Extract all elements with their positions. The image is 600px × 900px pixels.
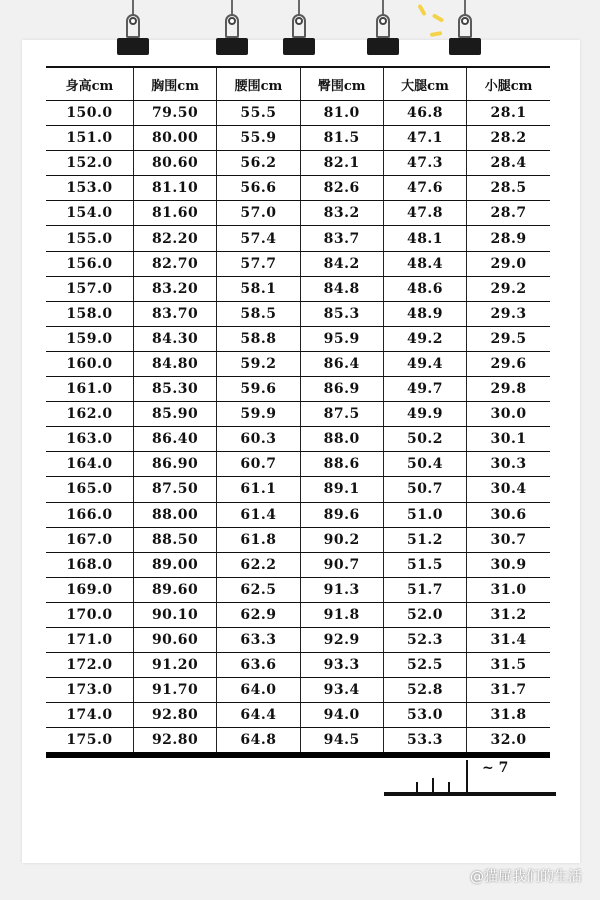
table-cell: 29.0 xyxy=(467,251,550,276)
table-cell: 89.00 xyxy=(133,552,216,577)
table-cell: 88.50 xyxy=(133,527,216,552)
table-cell: 174.0 xyxy=(46,703,133,728)
table-cell: 152.0 xyxy=(46,151,133,176)
table-cell: 62.2 xyxy=(217,552,300,577)
table-cell: 165.0 xyxy=(46,477,133,502)
table-row xyxy=(46,151,550,176)
table-cell: 28.1 xyxy=(467,101,550,126)
table-cell: 90.2 xyxy=(300,527,383,552)
table-cell: 28.9 xyxy=(467,226,550,251)
table-header-row xyxy=(46,67,550,101)
table-cell: 163.0 xyxy=(46,427,133,452)
table-cell: 30.3 xyxy=(467,452,550,477)
table-cell: 80.60 xyxy=(133,151,216,176)
table-cell: 51.7 xyxy=(383,577,466,602)
table-cell: 59.2 xyxy=(217,351,300,376)
table-row xyxy=(46,703,550,728)
table-cell: 57.4 xyxy=(217,226,300,251)
table-cell: 81.10 xyxy=(133,176,216,201)
table-cell: 56.6 xyxy=(217,176,300,201)
table-cell: 49.9 xyxy=(383,402,466,427)
table-cell: 48.6 xyxy=(383,276,466,301)
table-cell: 86.40 xyxy=(133,427,216,452)
table-cell: 50.7 xyxy=(383,477,466,502)
table-cell: 64.0 xyxy=(217,678,300,703)
table-cell: 51.2 xyxy=(383,527,466,552)
table-row xyxy=(46,527,550,552)
table-row xyxy=(46,602,550,627)
header-thigh: 大腿cm xyxy=(383,67,466,101)
table-cell: 60.3 xyxy=(217,427,300,452)
header-waist: 腰围cm xyxy=(217,67,300,101)
binder-clip-icon xyxy=(117,0,149,56)
binder-clip-icon xyxy=(216,0,248,56)
table-cell: 59.9 xyxy=(217,402,300,427)
sparkle-decoration-icon xyxy=(412,0,452,50)
table-cell: 29.5 xyxy=(467,326,550,351)
table-row xyxy=(46,577,550,602)
table-cell: 57.0 xyxy=(217,201,300,226)
table-cell: 48.4 xyxy=(383,251,466,276)
header-chest: 胸围cm xyxy=(133,67,216,101)
table-cell: 61.8 xyxy=(217,527,300,552)
table-cell: 52.5 xyxy=(383,653,466,678)
table-cell: 88.0 xyxy=(300,427,383,452)
table-cell: 62.9 xyxy=(217,602,300,627)
table-cell: 168.0 xyxy=(46,552,133,577)
table-row xyxy=(46,653,550,678)
table-cell: 90.60 xyxy=(133,627,216,652)
table-cell: 160.0 xyxy=(46,351,133,376)
table-cell: 31.5 xyxy=(467,653,550,678)
table-row xyxy=(46,101,550,126)
table-cell: 52.0 xyxy=(383,602,466,627)
table-cell: 85.3 xyxy=(300,301,383,326)
table-cell: 28.2 xyxy=(467,126,550,151)
table-row xyxy=(46,627,550,652)
table-cell: 170.0 xyxy=(46,602,133,627)
table-cell: 64.4 xyxy=(217,703,300,728)
table-cell: 93.3 xyxy=(300,653,383,678)
table-cell: 91.20 xyxy=(133,653,216,678)
table-row xyxy=(46,452,550,477)
table-cell: 49.7 xyxy=(383,377,466,402)
table-cell: 86.9 xyxy=(300,377,383,402)
table-cell: 159.0 xyxy=(46,326,133,351)
table-cell: 89.60 xyxy=(133,577,216,602)
table-cell: 50.2 xyxy=(383,427,466,452)
watermark-text: @猫屉我们的生活 xyxy=(470,869,582,885)
table-cell: 85.90 xyxy=(133,402,216,427)
table-cell: 82.20 xyxy=(133,226,216,251)
table-cell: 31.2 xyxy=(467,602,550,627)
table-cell: 63.6 xyxy=(217,653,300,678)
table-cell: 53.0 xyxy=(383,703,466,728)
table-row xyxy=(46,351,550,376)
table-row xyxy=(46,477,550,502)
table-cell: 47.6 xyxy=(383,176,466,201)
table-cell: 86.4 xyxy=(300,351,383,376)
table-cell: 49.4 xyxy=(383,351,466,376)
table-cell: 172.0 xyxy=(46,653,133,678)
table-cell: 90.7 xyxy=(300,552,383,577)
table-cell: 83.20 xyxy=(133,276,216,301)
table-cell: 156.0 xyxy=(46,251,133,276)
table-cell: 79.50 xyxy=(133,101,216,126)
table-cell: 175.0 xyxy=(46,728,133,756)
table-cell: 88.00 xyxy=(133,502,216,527)
table-cell: 83.2 xyxy=(300,201,383,226)
footnote-text: ~ 7 xyxy=(482,760,509,776)
table-row xyxy=(46,377,550,402)
table-cell: 30.4 xyxy=(467,477,550,502)
binder-clip-icon xyxy=(367,0,399,56)
table-cell: 83.70 xyxy=(133,301,216,326)
table-cell: 154.0 xyxy=(46,201,133,226)
table-cell: 164.0 xyxy=(46,452,133,477)
table-cell: 161.0 xyxy=(46,377,133,402)
table-cell: 82.70 xyxy=(133,251,216,276)
table-cell: 30.1 xyxy=(467,427,550,452)
table-cell: 155.0 xyxy=(46,226,133,251)
table-cell: 81.5 xyxy=(300,126,383,151)
table-cell: 61.1 xyxy=(217,477,300,502)
footnote-rule xyxy=(384,760,556,796)
table-cell: 50.4 xyxy=(383,452,466,477)
table-cell: 158.0 xyxy=(46,301,133,326)
table-row xyxy=(46,502,550,527)
table-cell: 55.9 xyxy=(217,126,300,151)
table-cell: 84.8 xyxy=(300,276,383,301)
table-cell: 157.0 xyxy=(46,276,133,301)
table-cell: 173.0 xyxy=(46,678,133,703)
table-cell: 62.5 xyxy=(217,577,300,602)
table-cell: 56.2 xyxy=(217,151,300,176)
table-row xyxy=(46,251,550,276)
table-cell: 29.2 xyxy=(467,276,550,301)
table-cell: 151.0 xyxy=(46,126,133,151)
table-cell: 81.0 xyxy=(300,101,383,126)
size-table xyxy=(46,66,550,758)
table-cell: 93.4 xyxy=(300,678,383,703)
table-cell: 90.10 xyxy=(133,602,216,627)
table-cell: 29.6 xyxy=(467,351,550,376)
table-cell: 30.7 xyxy=(467,527,550,552)
table-cell: 30.9 xyxy=(467,552,550,577)
table-row xyxy=(46,326,550,351)
table-cell: 84.2 xyxy=(300,251,383,276)
table-cell: 92.80 xyxy=(133,703,216,728)
table-cell: 59.6 xyxy=(217,377,300,402)
table-cell: 95.9 xyxy=(300,326,383,351)
table-cell: 47.1 xyxy=(383,126,466,151)
table-row xyxy=(46,226,550,251)
table-cell: 91.70 xyxy=(133,678,216,703)
table-cell: 60.7 xyxy=(217,452,300,477)
table-cell: 89.1 xyxy=(300,477,383,502)
table-cell: 92.80 xyxy=(133,728,216,756)
table-cell: 28.4 xyxy=(467,151,550,176)
table-row xyxy=(46,728,550,756)
table-cell: 31.0 xyxy=(467,577,550,602)
table-cell: 63.3 xyxy=(217,627,300,652)
table-cell: 58.8 xyxy=(217,326,300,351)
table-cell: 48.9 xyxy=(383,301,466,326)
table-cell: 30.6 xyxy=(467,502,550,527)
table-cell: 53.3 xyxy=(383,728,466,756)
table-cell: 84.30 xyxy=(133,326,216,351)
table-row xyxy=(46,126,550,151)
table-cell: 51.5 xyxy=(383,552,466,577)
table-cell: 58.1 xyxy=(217,276,300,301)
header-height: 身高cm xyxy=(46,67,133,101)
table-cell: 46.8 xyxy=(383,101,466,126)
table-cell: 28.7 xyxy=(467,201,550,226)
table-cell: 32.0 xyxy=(467,728,550,756)
table-cell: 94.5 xyxy=(300,728,383,756)
table-cell: 58.5 xyxy=(217,301,300,326)
table-row xyxy=(46,176,550,201)
table-row xyxy=(46,201,550,226)
table-cell: 64.8 xyxy=(217,728,300,756)
table-cell: 167.0 xyxy=(46,527,133,552)
table-cell: 47.8 xyxy=(383,201,466,226)
table-row xyxy=(46,552,550,577)
table-cell: 89.6 xyxy=(300,502,383,527)
table-cell: 31.8 xyxy=(467,703,550,728)
binder-clip-icon xyxy=(283,0,315,56)
table-cell: 29.8 xyxy=(467,377,550,402)
table-cell: 92.9 xyxy=(300,627,383,652)
table-row xyxy=(46,276,550,301)
table-cell: 81.60 xyxy=(133,201,216,226)
table-cell: 87.5 xyxy=(300,402,383,427)
table-cell: 52.8 xyxy=(383,678,466,703)
table-cell: 57.7 xyxy=(217,251,300,276)
table-cell: 171.0 xyxy=(46,627,133,652)
table-row xyxy=(46,402,550,427)
table-cell: 85.30 xyxy=(133,377,216,402)
table-cell: 55.5 xyxy=(217,101,300,126)
table-cell: 153.0 xyxy=(46,176,133,201)
table-cell: 82.6 xyxy=(300,176,383,201)
table-cell: 83.7 xyxy=(300,226,383,251)
table-cell: 82.1 xyxy=(300,151,383,176)
table-cell: 91.3 xyxy=(300,577,383,602)
table-cell: 31.4 xyxy=(467,627,550,652)
table-row xyxy=(46,427,550,452)
table-cell: 48.1 xyxy=(383,226,466,251)
table-cell: 51.0 xyxy=(383,502,466,527)
table-cell: 162.0 xyxy=(46,402,133,427)
table-cell: 80.00 xyxy=(133,126,216,151)
table-cell: 29.3 xyxy=(467,301,550,326)
table-cell: 94.0 xyxy=(300,703,383,728)
table-row xyxy=(46,301,550,326)
table-cell: 84.80 xyxy=(133,351,216,376)
table-cell: 28.5 xyxy=(467,176,550,201)
header-calf: 小腿cm xyxy=(467,67,550,101)
table-cell: 31.7 xyxy=(467,678,550,703)
table-cell: 61.4 xyxy=(217,502,300,527)
table-row xyxy=(46,678,550,703)
table-cell: 30.0 xyxy=(467,402,550,427)
binder-clip-icon xyxy=(449,0,481,56)
table-cell: 49.2 xyxy=(383,326,466,351)
table-cell: 166.0 xyxy=(46,502,133,527)
table-cell: 91.8 xyxy=(300,602,383,627)
header-hip: 臀围cm xyxy=(300,67,383,101)
table-cell: 87.50 xyxy=(133,477,216,502)
table-cell: 169.0 xyxy=(46,577,133,602)
table-cell: 47.3 xyxy=(383,151,466,176)
table-cell: 150.0 xyxy=(46,101,133,126)
table-cell: 88.6 xyxy=(300,452,383,477)
table-cell: 52.3 xyxy=(383,627,466,652)
table-cell: 86.90 xyxy=(133,452,216,477)
